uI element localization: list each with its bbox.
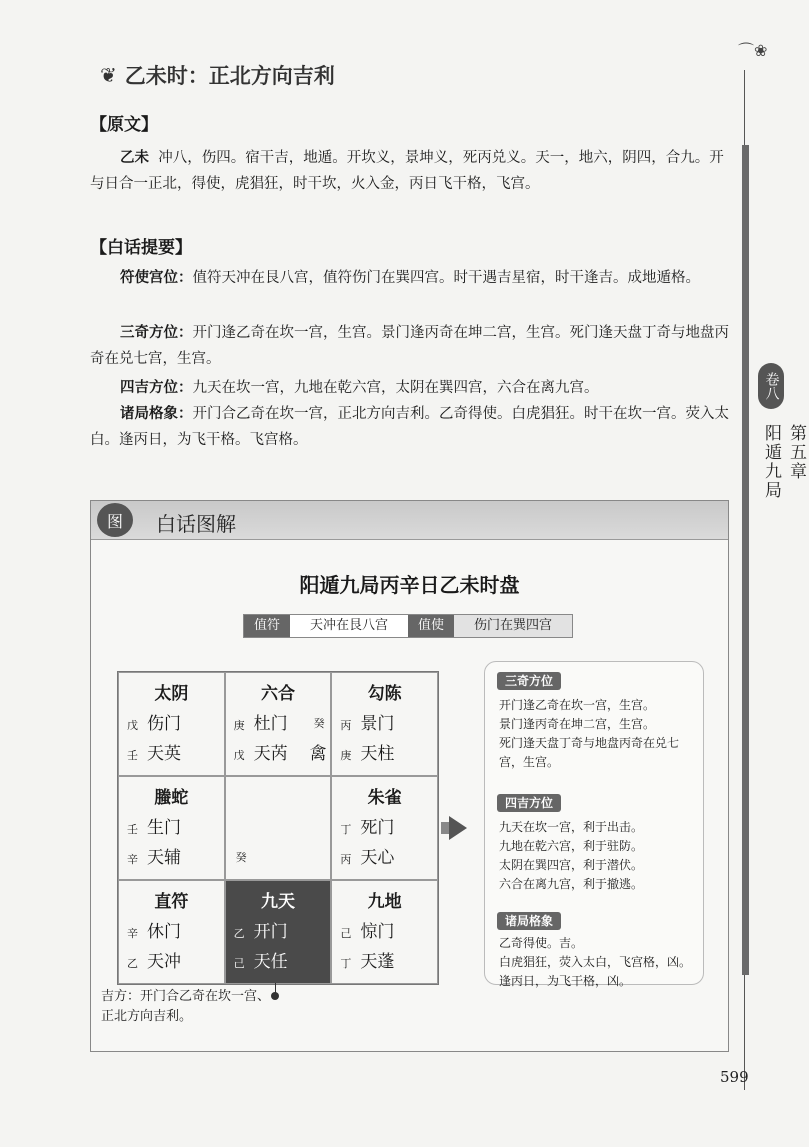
- arrow-right-icon: [449, 816, 467, 840]
- palace-extra-stem: 癸: [313, 717, 325, 730]
- palace-stem: 丙: [340, 853, 352, 866]
- side-bar: [742, 145, 749, 975]
- baihua-item-label: 三奇方位：: [120, 325, 193, 341]
- palace-gate: 伤门: [147, 714, 181, 734]
- palace-gate: 生门: [147, 818, 181, 838]
- palace-stem: 庚: [233, 719, 245, 732]
- palace-stem: 庚: [340, 749, 352, 762]
- main-heading: [100, 60, 335, 90]
- baihua-item-text: 开门逢乙奇在坎一宫，生宫。景门逢丙奇在坤二宫，生宫。死门逢天盘丁奇与地盘丙奇在兑七宫，生宫。: [90, 325, 729, 367]
- callout-text: 吉方：开门合乙奇在坎一宫、正北方向吉利。: [101, 989, 271, 1024]
- zhishi-value: 伤门在巽四宫: [454, 615, 572, 637]
- diagram-header: [91, 501, 728, 540]
- palace-stem: 乙: [233, 927, 245, 940]
- zhishi-label: 值使: [408, 615, 454, 637]
- palace-stem: 戊: [233, 749, 245, 762]
- zhifu-value: 天冲在艮八宫: [290, 615, 408, 637]
- chapter-label: [759, 424, 809, 500]
- baihua-item-text: 值符天冲在艮八宫，值符伤门在巽四宫。时干遇吉星宿，时干逢吉。成地遁格。: [192, 270, 700, 286]
- yuanwen-paragraph: [90, 145, 730, 197]
- section-title: 阳遁九局: [761, 424, 781, 500]
- palace-star: 天冲: [147, 952, 181, 972]
- siji-tag: 四吉方位: [497, 794, 561, 812]
- sanqi-line: 景门逢丙奇在坤二宫，生宫。: [499, 717, 656, 731]
- baihua-item: [90, 375, 730, 401]
- chapter-title: 第五章: [786, 424, 806, 481]
- zhifu-label: 值符: [244, 615, 290, 637]
- palace-god: 九地: [367, 892, 402, 912]
- palace-star: 天英: [147, 744, 181, 764]
- palace-star: 天蓬: [360, 952, 395, 972]
- palace-star: 天心: [360, 848, 395, 868]
- sanqi-text: [499, 696, 699, 772]
- siji-line: 太阴在巽四宫，利于潜伏。: [499, 858, 644, 872]
- baihua-item-label: 诸局格象：: [120, 406, 193, 422]
- corner-ornament-icon: ⌒❀: [738, 41, 768, 60]
- info-panel: [484, 661, 704, 988]
- baihua-item-text: 开门合乙奇在坎一宫，正北方向吉利。乙奇得使。白虎猖狂。时干在坎一宫。荧入太白。逢丙日，为飞干格。飞宫格。: [90, 406, 729, 448]
- palace-cell: [118, 672, 225, 776]
- siji-line: 六合在离九宫，利于撤逃。: [499, 877, 644, 891]
- palace-cell-highlight: [225, 880, 332, 984]
- palace-cell: [331, 776, 438, 880]
- palace-stem: 丁: [340, 957, 352, 970]
- palace-cell-center: [225, 776, 332, 880]
- page-title: 乙未时：正北方向吉利: [124, 64, 335, 88]
- yuanwen-text: 冲八，伤四。宿干吉，地遁。开坎义，景坤义，死丙兑义。天一，地六，阴四，合九。开与日合一正北，得使，虎猖狂，时干坎，火入金，丙日飞干格，飞宫。: [90, 150, 724, 192]
- palace-stem: 己: [340, 927, 352, 940]
- palace-cell: [331, 880, 438, 984]
- sanqi-line: 死门逢天盘丁奇与地盘丙奇在兑七宫，生宫。: [499, 736, 680, 769]
- sanqi-tag: 三奇方位: [497, 672, 561, 690]
- palace-stem: 壬: [127, 823, 138, 836]
- palace-stem: 辛: [127, 853, 138, 866]
- baihua-item-label: 四吉方位：: [120, 380, 193, 396]
- siji-text: [499, 818, 699, 894]
- palace-cell: [225, 672, 332, 776]
- palace-gate: 开门: [253, 922, 288, 942]
- palace-god: 太阴: [154, 684, 189, 704]
- palace-extra-star: 禽: [309, 744, 327, 764]
- sanqi-line: 开门逢乙奇在坎一宫，生宫。: [499, 698, 656, 712]
- baihua-header: 【白话提要】: [90, 238, 192, 258]
- yuanwen-lead: 乙未: [120, 149, 149, 166]
- diagram-header-title: 白话图解: [156, 512, 236, 536]
- palace-stem: 丙: [340, 719, 352, 732]
- zhifu-zhishi-bar: [243, 614, 573, 638]
- palace-god: 勾陈: [367, 684, 402, 704]
- palace-star: 天柱: [360, 744, 395, 764]
- zhuju-tag: 诸局格象: [497, 912, 561, 930]
- palace-star: 天辅: [147, 848, 181, 868]
- palace-stem: 己: [233, 957, 245, 970]
- center-stem: 癸: [235, 851, 247, 864]
- baihua-item: [90, 265, 730, 291]
- palace-god: 直符: [154, 892, 189, 912]
- palace-stem: 辛: [127, 927, 138, 940]
- palace-gate: 死门: [360, 818, 395, 838]
- page-number: 599: [720, 1068, 749, 1086]
- callout-dot-icon: [271, 992, 279, 1000]
- palace-god: 九天: [260, 892, 295, 912]
- palace-stem: 戊: [127, 719, 138, 732]
- palace-god: 六合: [260, 684, 295, 704]
- palace-cell: [331, 672, 438, 776]
- yuanwen-header: 【原文】: [90, 115, 158, 135]
- palace-stem: 乙: [127, 957, 138, 970]
- diagram-title: 阳遁九局丙辛日乙未时盘: [299, 573, 520, 597]
- bagua-icon: 图: [97, 503, 133, 537]
- zhuju-text: [499, 934, 699, 991]
- siji-line: 九地在乾六宫，利于驻防。: [499, 839, 644, 853]
- palace-god: 朱雀: [367, 788, 402, 808]
- palace-gate: 休门: [147, 922, 181, 942]
- palace-stem: 丁: [340, 823, 352, 836]
- palace-star: 天芮: [253, 744, 288, 764]
- baihua-item-text: 九天在坎一宫，九地在乾六宫，太阴在巽四宫，六合在离九宫。: [192, 380, 599, 396]
- baihua-item-label: 符使宫位：: [120, 270, 193, 286]
- baihua-item: [90, 320, 730, 372]
- palace-gate: 景门: [360, 714, 395, 734]
- zhuju-line: 白虎猖狂，荧入太白，飞宫格，凶。: [499, 955, 692, 969]
- palace-gate: 杜门: [253, 714, 288, 734]
- palace-god: 螣蛇: [154, 788, 189, 808]
- palace-cell: [118, 776, 225, 880]
- diagram-frame: [90, 500, 729, 1052]
- volume-badge: 卷八: [758, 363, 784, 409]
- palace-cell: [118, 880, 225, 984]
- zhuju-line: 逢丙日，为飞干格，凶。: [499, 974, 632, 988]
- palace-star: 天任: [253, 952, 288, 972]
- baihua-item: [90, 401, 730, 453]
- cloud-ornament-icon: ❦: [100, 63, 117, 87]
- siji-line: 九天在坎一宫，利于出击。: [499, 820, 644, 834]
- palace-stem: 壬: [127, 749, 138, 762]
- palace-gate: 惊门: [360, 922, 395, 942]
- zhuju-line: 乙奇得使。吉。: [499, 936, 584, 950]
- nine-palace-grid: [117, 671, 439, 985]
